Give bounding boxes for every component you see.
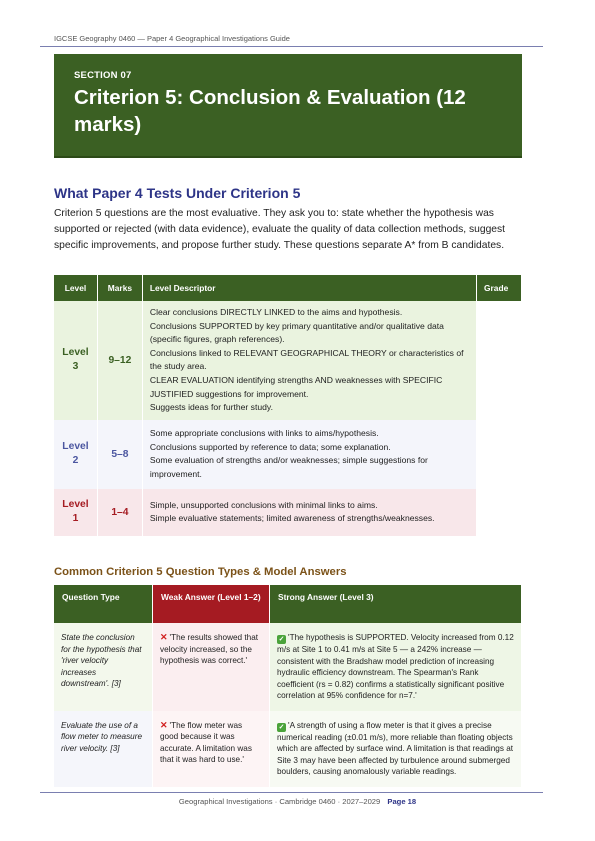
weak-answer-text: 'The flow meter was good because it was accurate. A limitation was that it was hard to use.' (160, 720, 252, 764)
page-number: Page 18 (387, 797, 417, 806)
table-row (54, 489, 522, 536)
check-icon: ✓ (278, 723, 285, 731)
strong-answer-text: 'A strength of using a flow meter is that it gives a precise numerical reading (±0.01 m/s), more reliable than floating objects which are affected by surface wind. A limitation is that readings at Site 3 may have been affected by turbulence around submerged boulders, causing anomalously variable readings. (277, 720, 514, 776)
column-header-marks: Marks (97, 275, 142, 301)
cross-icon: ✕ (160, 719, 168, 730)
section-banner (54, 54, 522, 158)
question-types-table (54, 585, 522, 787)
table-header-row (54, 585, 522, 623)
table-row (54, 623, 522, 711)
section-kicker: SECTION 07 (74, 70, 132, 81)
table-row (54, 711, 522, 787)
column-header-level: Level (54, 275, 97, 301)
column-header-strong: Strong Answer (Level 3) (270, 585, 522, 623)
descriptor-line: Some appropriate conclusions with links to aims/hypothesis. (149, 428, 379, 439)
grade-cell (477, 420, 522, 489)
weak-answer-cell (153, 711, 270, 787)
marks-cell: 1–4 (97, 489, 142, 536)
marks-cell: 5–8 (97, 420, 142, 489)
descriptor-cell (142, 489, 476, 536)
level-descriptor-table (54, 275, 522, 536)
column-header-question: Question Type (54, 585, 153, 623)
footer-text: Geographical Investigations · Cambridge 0460 · 2027–2029 (178, 797, 381, 806)
descriptor-line: Simple, unsupported conclusions with minimal links to aims. (149, 499, 378, 510)
descriptor-line: Suggests ideas for further study. (149, 402, 273, 413)
table-row (54, 420, 522, 489)
weak-answer-text: 'The results showed that velocity increased, so the hypothesis was correct.' (160, 633, 259, 665)
question-cell: Evaluate the use of a flow meter to measure river velocity. [3] (54, 711, 153, 787)
cross-icon: ✕ (160, 632, 168, 642)
section-heading: What Paper 4 Tests Under Criterion 5 (54, 185, 301, 201)
descriptor-line: Clear conclusions DIRECTLY LINKED to the aims and hypothesis. (149, 307, 403, 317)
table-row (54, 301, 522, 420)
strong-answer-cell (270, 711, 522, 787)
check-icon: ✓ (278, 636, 285, 643)
column-header-descriptor: Level Descriptor (142, 275, 476, 301)
section-title: Criterion 5: Conclusion & Evaluation (12 marks) (74, 86, 466, 136)
descriptor-line: CLEAR EVALUATION identifying strengths AND weaknesses with SPECIFIC JUSTIFIED suggestions for improvement. (149, 374, 443, 399)
level-cell: Level 3 (54, 301, 97, 420)
level-cell: Level 1 (54, 489, 97, 536)
strong-answer-cell (270, 623, 522, 711)
weak-answer-cell (153, 623, 270, 711)
column-header-grade: Grade (477, 275, 522, 301)
descriptor-line: Conclusions linked to RELEVANT GEOGRAPHICAL THEORY or characteristics of the study area. (149, 347, 464, 372)
page-footer (0, 797, 595, 806)
level-cell: Level 2 (54, 420, 97, 489)
footer-divider (40, 792, 543, 793)
running-header: IGCSE Geography 0460 — Paper 4 Geographical Investigations Guide (54, 34, 290, 43)
strong-answer-text: 'The hypothesis is SUPPORTED. Velocity increased from 0.12 m/s at Site 1 to 0.41 m/s at Site 5 — a 242% increase — consistent with the Bradshaw model prediction of increasing hydraulic efficiency downstream. The Spearman's Rank coefficient (rs = 0.82) confirms a statistically significant positive correlation at 95% confidence for n=7.' (277, 633, 514, 700)
table-header-row (54, 275, 522, 301)
descriptor-line: Conclusions supported by reference to data; some explanation. (149, 441, 391, 452)
column-header-weak: Weak Answer (Level 1–2) (153, 585, 270, 623)
descriptor-line: Conclusions SUPPORTED by key primary quantitative and/or qualitative data (specific figures, graph references). (149, 320, 444, 345)
descriptor-cell (142, 420, 476, 489)
descriptor-cell (142, 301, 476, 420)
grade-cell (477, 301, 522, 420)
question-cell: State the conclusion for the hypothesis that 'river velocity increases downstream'. [3] (54, 623, 153, 711)
header-divider (40, 46, 543, 47)
marks-cell: 9–12 (97, 301, 142, 420)
grade-cell (477, 489, 522, 536)
descriptor-line: Simple evaluative statements; limited awareness of strengths/weaknesses. (149, 513, 435, 524)
descriptor-line: Some evaluation of strengths and/or weaknesses; simple suggestions for improvement. (149, 455, 428, 479)
qa-heading: Common Criterion 5 Question Types & Model Answers (54, 566, 347, 578)
intro-paragraph: Criterion 5 questions are the most evaluative. They ask you to: state whether the hypothesis was supported or rejected (with data evidence), evaluate the quality of data collection methods, suggest specific improvements, and propose further study. These questions separate A* from B candidates. (54, 208, 506, 251)
